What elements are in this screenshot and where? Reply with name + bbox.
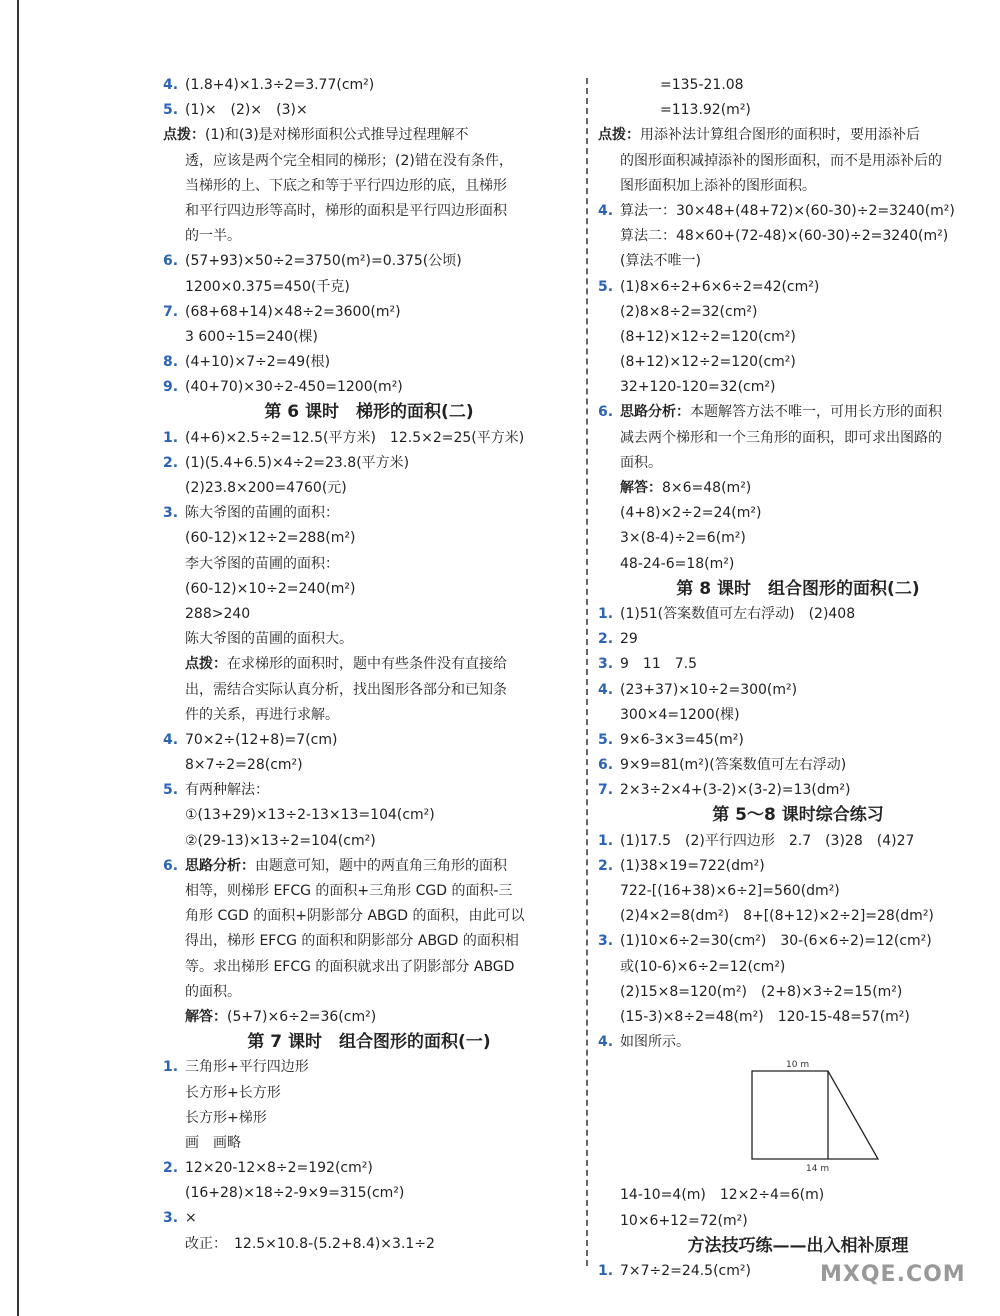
question-number: 5. — [598, 731, 614, 748]
question-number: 2. — [163, 454, 179, 471]
answer-line — [598, 879, 998, 904]
keyword-label: 解答： — [620, 480, 662, 496]
answer-line — [598, 400, 998, 425]
question-number: 1. — [598, 832, 614, 849]
answer-line — [163, 678, 575, 703]
answer-text: (4+10)×7÷2=49(根) — [185, 354, 331, 371]
top-length-label: 10 m — [786, 1060, 810, 1071]
answer-text: 面积。 — [620, 454, 662, 471]
answer-text: (2)23.8×200=4760(元) — [185, 480, 347, 496]
answer-line — [163, 980, 575, 1005]
answer-text: 70×2÷(12+8)=7(cm) — [185, 731, 338, 748]
answer-text: 画 画略 — [185, 1134, 241, 1151]
answer-line — [598, 224, 998, 249]
answer-line — [163, 123, 575, 148]
question-number: 3. — [598, 933, 614, 950]
answer-text: 3 600÷15=240(棵) — [185, 328, 318, 345]
answer-text: 出，需结合实际认真分析，找出图形各部分和已知条 — [185, 681, 507, 698]
answer-text: 用添补法计算组合图形的面积时，要用添补后 — [640, 127, 920, 144]
answer-line — [163, 224, 575, 249]
answer-text: 陈大爷图的苗圃的面积： — [185, 505, 339, 522]
answer-line — [163, 426, 575, 451]
keyword-label: 点拨： — [185, 656, 227, 673]
answer-line — [598, 526, 998, 551]
answer-text: (1)51(答案数值可左右浮动) (2)408 — [620, 605, 856, 622]
question-number: 6. — [598, 757, 614, 774]
answer-text: 李大爷图的苗圃的面积： — [185, 555, 339, 572]
answer-line — [598, 980, 998, 1005]
answer-line — [163, 1206, 575, 1231]
answer-line — [163, 300, 575, 325]
question-number: 8. — [163, 354, 179, 371]
answer-line — [598, 955, 998, 980]
answer-text: (40+70)×30÷2-450=1200(m²) — [185, 379, 403, 396]
question-number: 4. — [163, 731, 179, 748]
answer-text: 300×4=1200(棵) — [620, 706, 740, 723]
answer-line — [598, 249, 998, 274]
answer-text: 由题意可知，题中的两直角三角形的面积 — [255, 857, 507, 874]
answer-text: (2)4×2=8(dm²) 8+[(8+12)×2÷2]=28(dm²) — [620, 908, 934, 925]
question-number: 6. — [598, 404, 614, 421]
answer-text: (1)38×19=722(dm²) — [620, 857, 765, 874]
answer-text: 12×20-12×8÷2=192(cm²) — [185, 1160, 373, 1177]
answer-line — [598, 501, 998, 526]
question-number: 1. — [163, 1059, 179, 1076]
answer-text: 8×6=48(m²) — [662, 480, 752, 496]
answer-text: (1.8+4)×1.3÷2=3.77(cm²) — [185, 77, 375, 93]
answer-line — [163, 728, 575, 753]
answer-line — [598, 627, 998, 652]
answer-text: 9 11 7.5 — [620, 656, 697, 673]
answer-line — [598, 904, 998, 929]
question-number: 2. — [598, 857, 614, 874]
keyword-label: 思路分析： — [620, 404, 690, 421]
answer-text: 在求梯形的面积时，题中有些条件没有直接给 — [227, 656, 507, 673]
answer-line — [598, 350, 998, 375]
answer-text: 14-10=4(m) 12×2÷4=6(m) — [620, 1187, 825, 1204]
answer-line — [163, 1156, 575, 1181]
answer-line — [163, 476, 575, 501]
answer-text: (4+6)×2.5÷2=12.5(平方米) 12.5×2=25(平方米) — [185, 429, 525, 446]
answer-text: (1)(5.4+6.5)×4÷2=23.8(平方米) — [185, 454, 410, 471]
answer-text: 算法一：30×48+(48+72)×(60-30)÷2=3240(m²) — [620, 202, 955, 219]
answer-text: 722-[(16+38)×6÷2]=560(dm²) — [620, 883, 840, 899]
answer-text: 的一半。 — [185, 228, 241, 245]
answer-text: (4+8)×2÷2=24(m²) — [620, 505, 762, 522]
answer-line — [598, 476, 998, 501]
answer-text: (1)× (2)× (3)× — [185, 102, 308, 119]
answer-line — [163, 602, 575, 627]
answer-line — [598, 552, 998, 577]
answer-text: (16+28)×18÷2-9×9=315(cm²) — [185, 1185, 405, 1202]
right-column — [598, 73, 998, 1284]
question-number: 7. — [598, 782, 614, 799]
trapezoid-diagram — [598, 1055, 998, 1183]
answer-line — [598, 1209, 998, 1234]
question-number: 4. — [598, 202, 614, 219]
answer-line — [163, 753, 575, 778]
answer-line — [598, 98, 998, 123]
answer-text: 减去两个梯形和一个三角形的面积，即可求出图路的 — [620, 429, 942, 446]
answer-text: 件的关系，再进行求解。 — [185, 706, 339, 723]
answer-text: =135-21.08 — [660, 77, 744, 93]
answer-text: (1)8×6÷2+6×6÷2=42(cm²) — [620, 278, 820, 295]
answer-line — [163, 778, 575, 803]
trapezoid-outline — [752, 1071, 878, 1159]
answer-line — [163, 854, 575, 879]
keyword-label: 解答： — [185, 1008, 227, 1025]
answer-text: 10×6+12=72(m²) — [620, 1212, 748, 1229]
answer-line — [163, 350, 575, 375]
answer-text: 有两种解法： — [185, 782, 269, 799]
answer-text: 2×3÷2×4+(3-2)×(3-2)=13(dm²) — [620, 782, 851, 799]
answer-line — [163, 552, 575, 577]
answer-line — [598, 123, 998, 148]
answer-text: (23+37)×10÷2=300(m²) — [620, 681, 798, 698]
answer-line — [598, 375, 998, 400]
bottom-length-label: 14 m — [806, 1164, 830, 1175]
answer-line — [598, 929, 998, 954]
right-trapezoid-figure — [748, 1059, 883, 1177]
answer-line — [598, 753, 998, 778]
answer-line — [163, 829, 575, 854]
answer-text: 8×7÷2=28(cm²) — [185, 757, 303, 774]
answer-text: 如图所示。 — [620, 1034, 690, 1051]
answer-text: (8+12)×12÷2=120(cm²) — [620, 328, 796, 345]
answer-line — [163, 174, 575, 199]
page-margin-line — [17, 0, 19, 1316]
question-number: 3. — [163, 1210, 179, 1227]
question-number: 1. — [598, 605, 614, 622]
answer-text: (2)8×8÷2=32(cm²) — [620, 303, 758, 320]
answer-line — [598, 1183, 998, 1208]
question-number: 5. — [163, 782, 179, 799]
answer-text: 相等，则梯形 EFCG 的面积+三角形 CGD 的面积-三 — [185, 883, 513, 899]
answer-line — [598, 778, 998, 803]
answer-text: (5+7)×6÷2=36(cm²) — [227, 1008, 377, 1025]
answer-text: 9×9=81(m²)(答案数值可左右浮动) — [620, 757, 847, 774]
question-number: 6. — [163, 857, 179, 874]
answer-text: 算法二：48×60+(72-48)×(60-30)÷2=3240(m²) — [620, 228, 949, 245]
answer-line — [163, 627, 575, 652]
answer-text: ①(13+29)×13÷2-13×13=104(cm²) — [185, 807, 435, 824]
question-number: 5. — [598, 278, 614, 295]
answer-text: 7×7÷2=24.5(cm²) — [620, 1262, 751, 1279]
question-number: 9. — [163, 379, 179, 396]
answer-text: (1)17.5 (2)平行四边形 2.7 (3)28 (4)27 — [620, 832, 915, 849]
watermark: MXQE.COM — [820, 1262, 966, 1287]
question-number: 6. — [163, 253, 179, 270]
answer-text: 的面积。 — [185, 983, 241, 1000]
section-heading: 第 8 课时 组合图形的面积(二) — [676, 578, 920, 599]
answer-text: 288>240 — [185, 605, 251, 622]
answer-line — [163, 526, 575, 551]
answer-text: 48-24-6=18(m²) — [620, 555, 735, 572]
answer-line — [598, 199, 998, 224]
answer-line — [163, 652, 575, 677]
answer-line — [163, 275, 575, 300]
answer-text: (2)15×8=120(m²) (2+8)×3÷2=15(m²) — [620, 983, 903, 1000]
answer-text: × — [185, 1210, 197, 1227]
answer-text: 图形面积加上添补的图形面积。 — [620, 177, 816, 194]
answer-line — [163, 249, 575, 274]
answer-text: 透，应该是两个完全相同的梯形；(2)错在没有条件， — [185, 152, 513, 169]
answer-line — [598, 174, 998, 199]
answer-text: (8+12)×12÷2=120(cm²) — [620, 354, 796, 371]
answer-text: 角形 CGD 的面积+阴影部分 ABGD 的面积，由此可以 — [185, 908, 525, 925]
answer-line — [598, 451, 998, 476]
answer-text: 改正： 12.5×10.8-(5.2+8.4)×3.1÷2 — [185, 1235, 435, 1252]
question-number: 1. — [163, 429, 179, 446]
answer-line — [163, 1055, 575, 1080]
answer-line — [163, 199, 575, 224]
question-number: 3. — [163, 505, 179, 522]
answer-line — [163, 929, 575, 954]
question-number: 1. — [598, 1262, 614, 1279]
answer-text: 或(10-6)×6÷2=12(cm²) — [620, 958, 786, 975]
question-number: 5. — [163, 102, 179, 119]
answer-text: 9×6-3×3=45(m²) — [620, 731, 744, 748]
answer-text: ②(29-13)×13÷2=104(cm²) — [185, 832, 376, 849]
answer-line — [598, 652, 998, 677]
answer-text: 当梯形的上、下底之和等于平行四边形的底，且梯形 — [185, 177, 507, 194]
section-heading: 第 6 课时 梯形的面积(二) — [264, 402, 474, 423]
answer-line — [598, 678, 998, 703]
answer-line — [163, 73, 575, 98]
answer-line — [163, 1005, 575, 1030]
answer-text: (1)10×6÷2=30(cm²) 30-(6×6÷2)=12(cm²) — [620, 933, 932, 950]
question-number: 4. — [163, 77, 179, 93]
answer-text: =113.92(m²) — [660, 102, 751, 119]
keyword-label: 思路分析： — [185, 857, 255, 874]
answer-text: (57+93)×50÷2=3750(m²)=0.375(公顷) — [185, 253, 462, 270]
answer-text: (算法不唯一) — [620, 253, 701, 270]
answer-line — [598, 325, 998, 350]
answer-text: 陈大爷图的苗圃的面积大。 — [185, 631, 353, 648]
answer-line — [598, 1005, 998, 1030]
answer-text: 3×(8-4)÷2=6(m²) — [620, 530, 746, 547]
answer-line — [598, 1030, 998, 1055]
answer-line — [598, 300, 998, 325]
answer-line — [598, 728, 998, 753]
answer-line — [598, 854, 998, 879]
answer-line — [163, 904, 575, 929]
question-number: 2. — [598, 631, 614, 648]
answer-line — [163, 451, 575, 476]
section-heading: 第 7 课时 组合图形的面积(一) — [247, 1032, 491, 1053]
question-number: 2. — [163, 1160, 179, 1177]
question-number: 7. — [163, 303, 179, 320]
answer-line — [598, 426, 998, 451]
answer-line — [163, 1131, 575, 1156]
answer-line — [598, 73, 998, 98]
question-number: 3. — [598, 656, 614, 673]
answer-line — [598, 149, 998, 174]
question-number: 4. — [598, 1034, 614, 1051]
answer-text: 29 — [620, 631, 638, 648]
answer-text: (60-12)×12÷2=288(m²) — [185, 530, 356, 547]
answer-line — [598, 829, 998, 854]
answer-text: 和平行四边形等高时，梯形的面积是平行四边形面积 — [185, 202, 507, 219]
column-divider — [586, 78, 588, 1266]
answer-line — [163, 325, 575, 350]
answer-line — [163, 1181, 575, 1206]
answer-line — [163, 577, 575, 602]
answer-text: (15-3)×8÷2=48(m²) 120-15-48=57(m²) — [620, 1008, 910, 1025]
keyword-label: 点拨： — [163, 127, 205, 144]
answer-line — [163, 375, 575, 400]
answer-text: (60-12)×10÷2=240(m²) — [185, 580, 356, 597]
answer-text: 等。求出梯形 EFCG 的面积就求出了阴影部分 ABGD — [185, 958, 515, 975]
answer-line — [163, 703, 575, 728]
answer-line — [598, 703, 998, 728]
answer-line — [163, 1106, 575, 1131]
answer-line — [163, 98, 575, 123]
answer-text: 本题解答方法不唯一，可用长方形的面积 — [690, 404, 942, 421]
answer-line — [598, 275, 998, 300]
answer-line — [598, 602, 998, 627]
keyword-label: 点拨： — [598, 127, 640, 144]
answer-line — [163, 803, 575, 828]
answer-line — [163, 1232, 575, 1257]
answer-text: 得出，梯形 EFCG 的面积和阴影部分 ABGD 的面积相 — [185, 933, 519, 950]
answer-text: (1)和(3)是对梯形面积公式推导过程理解不 — [205, 127, 469, 144]
answer-line — [163, 501, 575, 526]
answer-text: 1200×0.375=450(千克) — [185, 278, 350, 295]
answer-text: (68+68+14)×48÷2=3600(m²) — [185, 303, 401, 320]
answer-text: 三角形+平行四边形 — [185, 1059, 309, 1076]
answer-line — [163, 879, 575, 904]
section-heading: 方法技巧练——出入相补原理 — [687, 1235, 909, 1256]
answer-text: 32+120-120=32(cm²) — [620, 379, 776, 396]
section-heading: 第 5～8 课时综合练习 — [712, 805, 884, 826]
answer-line — [163, 1081, 575, 1106]
question-number: 4. — [598, 681, 614, 698]
answer-text: 的图形面积减掉添补的图形面积，而不是用添补后的 — [620, 152, 942, 169]
left-column — [163, 73, 575, 1257]
answer-text: 长方形+梯形 — [185, 1109, 267, 1126]
answer-line — [163, 149, 575, 174]
answer-text: 长方形+长方形 — [185, 1084, 281, 1101]
answer-line — [163, 955, 575, 980]
